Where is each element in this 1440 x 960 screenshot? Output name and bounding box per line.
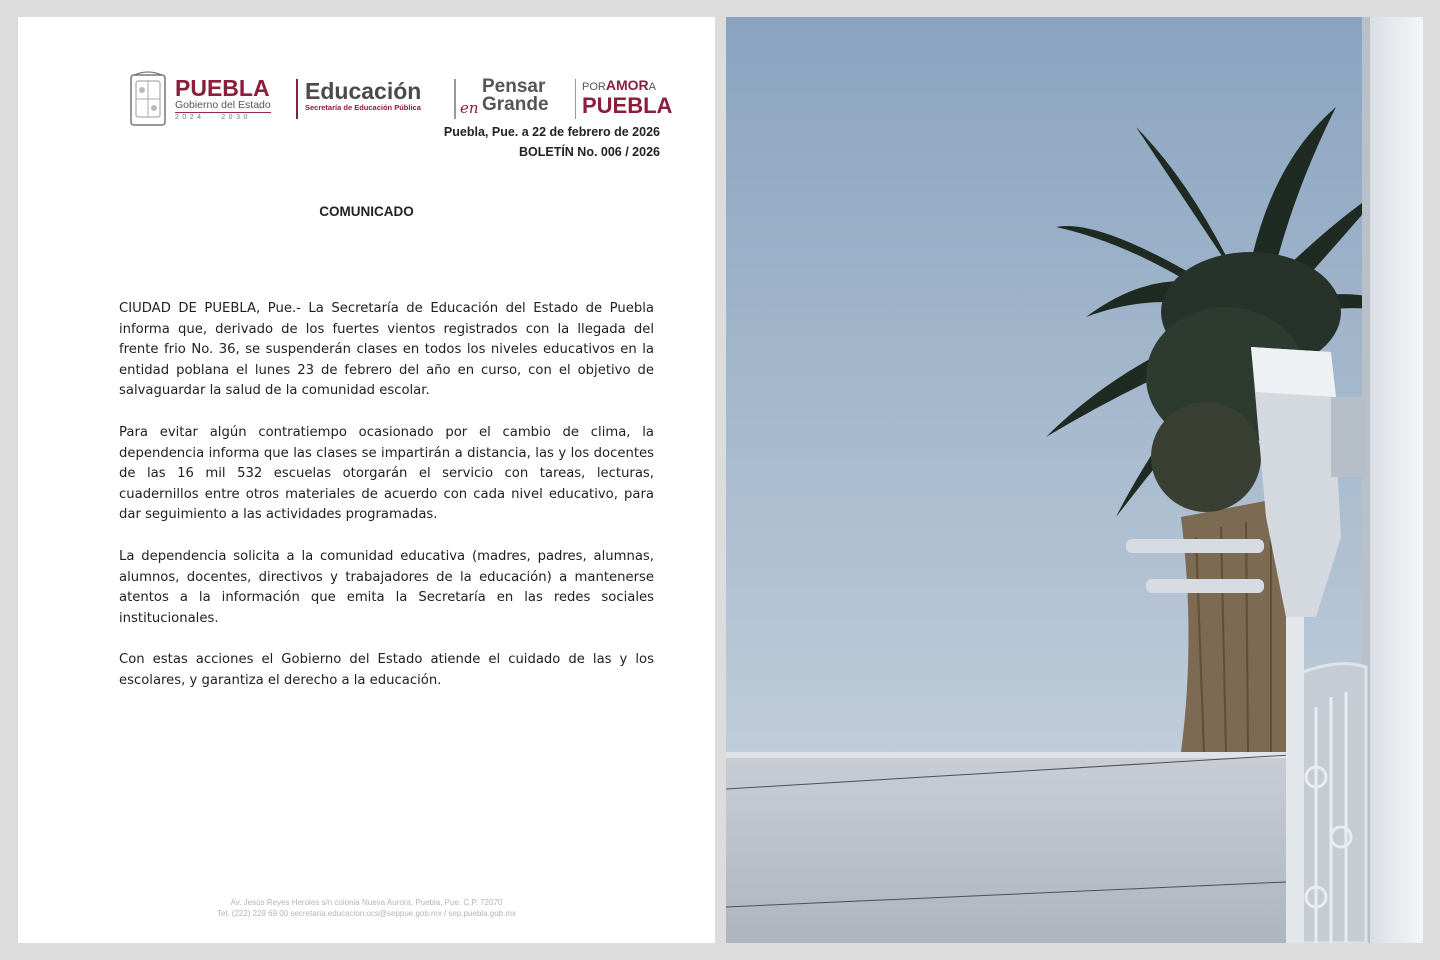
amor-logo-por: POR [582,81,606,93]
state-seal-icon [128,71,168,133]
weather-photo [726,17,1423,943]
document-title: COMUNICADO [319,204,414,219]
low-wall [726,752,1296,943]
palm-tree-building-scene [726,17,1423,943]
document-body [119,299,654,713]
pensar-logo-en: en [460,99,479,117]
body-paragraph: Con estas acciones el Gobierno del Estado atiende el cuidado de las y los escolares, y garantiza el derecho a la educación. [119,652,654,688]
document-footer [18,897,715,919]
footer-contact: Tel. (222) 229 69 00 secretaria.educacion.ocs@seppue.gob.mx / sep.puebla.gob.mx [217,909,516,918]
education-logo-name: Educación [305,78,422,104]
amor-logo-puebla: PUEBLA [582,93,673,118]
body-paragraph: CIUDAD DE PUEBLA, Pue.- La Secretaría de Educación del Estado de Puebla informa que, derivado de los fuertes vientos registrados con la llegada del frente frio No. 36, se suspenderán clases en todos los niveles educativos en la entidad poblana el lunes 23 de febrero del año en curso, con el objetivo de salvaguardar la salud de la comunidad escolar. [119,301,654,399]
logo-divider [296,79,298,119]
logo-divider [454,79,456,119]
body-paragraph: La dependencia solicita a la comunidad educativa (madres, padres, alumnas, alumnos, docentes, directivos y trabajadores de la educación) a mantenerse atentos a la información que emita la Secretaría en las redes sociales institucionales. [119,548,654,626]
amor-logo-amor: AMOR [605,77,649,93]
puebla-logo-name: PUEBLA [175,75,270,101]
pensar-logo-line2: Grande [482,94,549,115]
bulletin-number: BOLETÍN No. 006 / 2026 [518,145,660,159]
education-logo [305,79,421,113]
por-amor-a-puebla-logo [582,77,672,117]
puebla-logo-subtitle: Gobierno del Estado [175,99,271,111]
puebla-government-logo [175,77,271,123]
place-date: Puebla, Pue. a 22 de febrero de 2026 [443,125,660,139]
amor-logo-a: A [648,81,656,93]
body-paragraph: Para evitar algún contratiempo ocasionado por el cambio de clima, la dependencia informa que las clases se impartirán a distancia, las y los docentes de las 16 mil 532 escuelas otorgarán el servicio con tareas, lecturas, cuadernillos entre otros materiales de acuerdo con cada nivel educativo, para dar seguimiento a las actividades programadas. [119,424,654,523]
puebla-logo-years: 2024 · 2030 [175,114,251,121]
pensar-en-grande-logo [460,77,570,121]
logo-divider [575,79,576,119]
communique-document [18,17,715,943]
education-logo-subtitle: Secretaría de Educación Pública [305,103,421,112]
footer-address: Av. Jesús Reyes Heroles s/n colonia Nueva Aurora, Puebla, Pue. C.P. 72070 [230,898,503,907]
building-tower [1366,17,1423,943]
pensar-logo-line1: Pensar [482,76,546,97]
